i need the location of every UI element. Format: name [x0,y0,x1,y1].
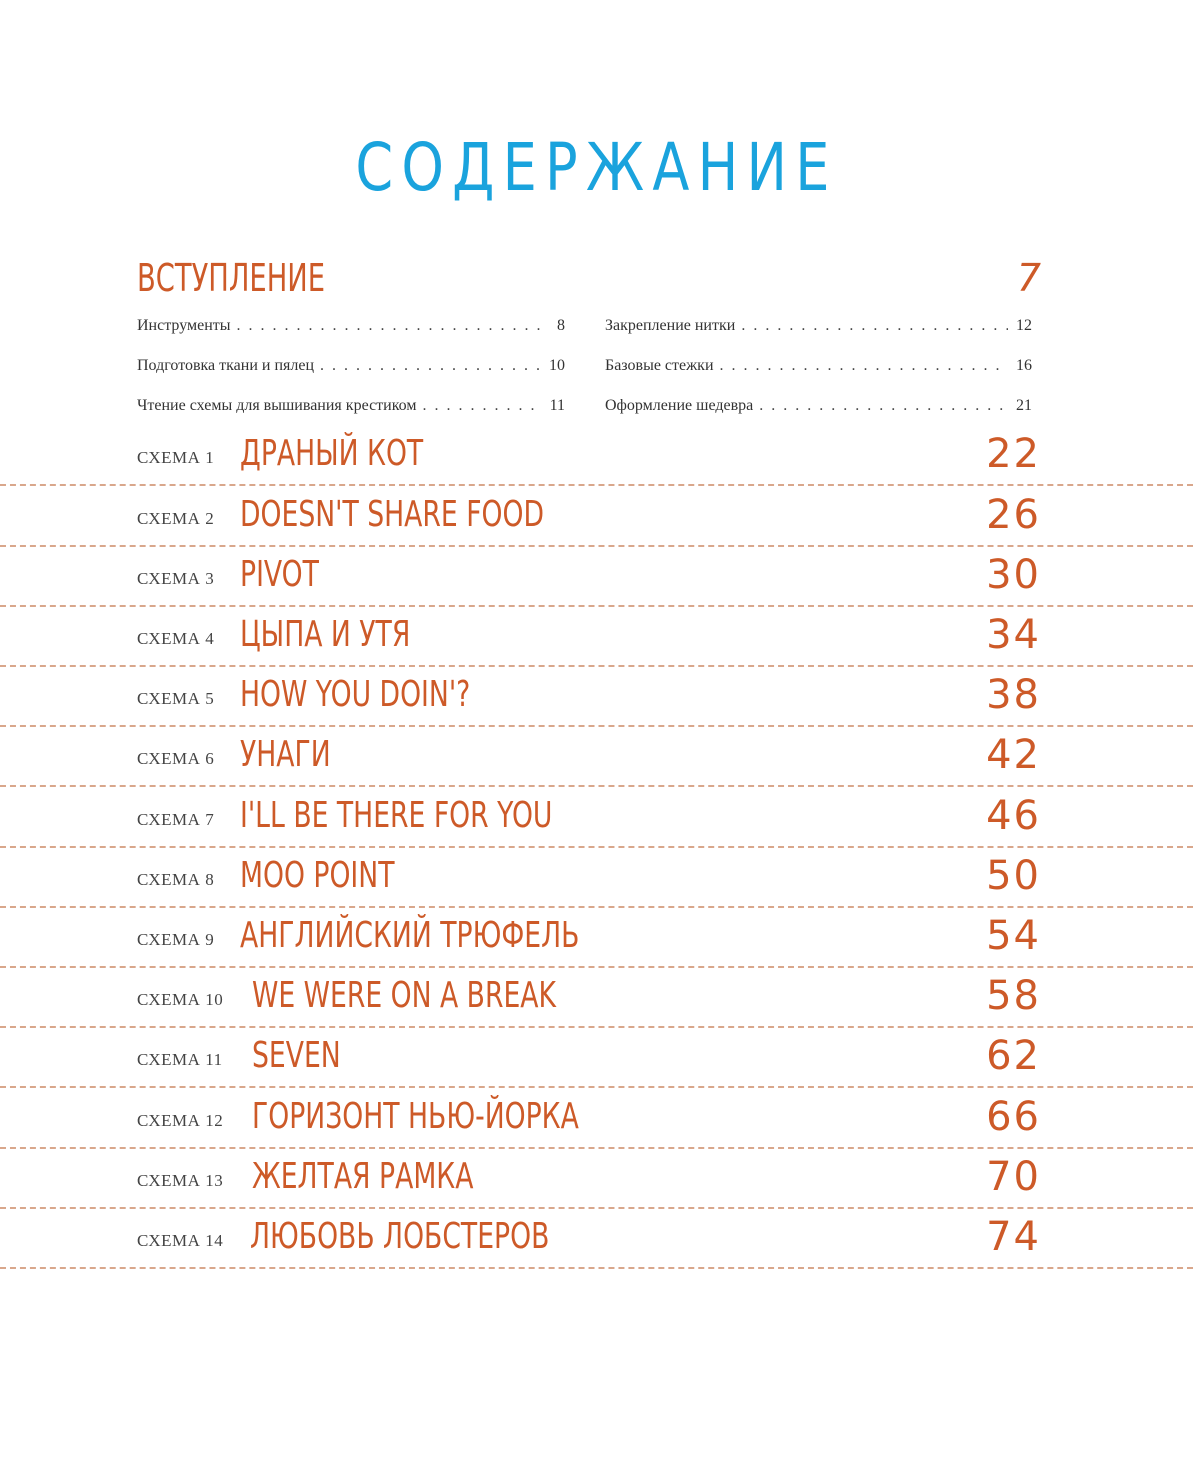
scheme-page-number: 26 [986,492,1041,538]
scheme-page-number: 58 [986,973,1041,1019]
scheme-title[interactable]: ДРАНЫЙ КОТ [240,433,424,474]
scheme-page-number: 42 [986,732,1041,778]
scheme-label: СХЕМА 2 [137,509,215,528]
scheme-title[interactable]: УНАГИ [240,734,331,775]
scheme-page-number: 38 [986,672,1041,718]
scheme-row[interactable] [0,547,1193,607]
scheme-row[interactable] [0,968,1193,1028]
leader-dots [759,396,1008,416]
scheme-label: СХЕМА 8 [137,870,215,889]
scheme-title[interactable]: ЦЫПА И УТЯ [240,614,411,655]
toc-subitem-label: Закрепление нитки [605,317,736,334]
scheme-label: СХЕМА 3 [137,569,215,588]
scheme-page-number: 30 [986,552,1041,598]
scheme-title[interactable]: SEVEN [252,1035,341,1076]
scheme-row[interactable] [0,667,1193,727]
scheme-label: СХЕМА 7 [137,810,215,829]
leader-dots [720,356,1008,376]
toc-subitem[interactable] [605,356,1032,376]
scheme-label: СХЕМА 6 [137,749,215,768]
toc-subitem[interactable] [137,316,565,336]
toc-subitem[interactable] [605,396,1032,416]
scheme-title[interactable]: ГОРИЗОНТ НЬЮ-ЙОРКА [252,1096,579,1137]
scheme-label: СХЕМА 1 [137,448,215,467]
dashed-divider [0,1086,1193,1088]
toc-subitem-label: Базовые стежки [605,357,714,374]
scheme-title[interactable]: АНГЛИЙСКИЙ ТРЮФЕЛЬ [240,915,580,956]
toc-subitem-page: 12 [1016,317,1032,334]
scheme-title[interactable]: ЛЮБОВЬ ЛОБСТЕРОВ [250,1216,550,1257]
scheme-row[interactable] [0,908,1193,968]
scheme-row[interactable] [0,1028,1193,1088]
dashed-divider [0,785,1193,787]
scheme-page-number: 62 [986,1033,1041,1079]
scheme-page-number: 54 [986,913,1041,959]
scheme-label: СХЕМА 10 [137,990,224,1009]
scheme-row[interactable] [0,788,1193,848]
leader-dots [423,396,542,416]
scheme-title[interactable]: PIVOT [240,554,319,595]
toc-subitem[interactable] [137,356,565,376]
toc-subitem-page: 10 [549,357,565,374]
leader-dots [237,316,541,336]
toc-subitem-label: Чтение схемы для вышивания крестиком [137,397,417,414]
leader-dots [320,356,541,376]
scheme-title[interactable]: DOESN'T SHARE FOOD [240,494,544,535]
toc-subitem-page: 21 [1016,397,1032,414]
scheme-page-number: 74 [986,1214,1041,1260]
page-title: СОДЕРЖАНИЕ [355,129,838,206]
scheme-label: СХЕМА 11 [137,1050,223,1069]
scheme-label: СХЕМА 4 [137,629,215,648]
scheme-label: СХЕМА 14 [137,1231,224,1250]
toc-subitem-label: Инструменты [137,317,231,334]
dashed-divider [0,484,1193,486]
toc-subitem[interactable] [137,396,565,416]
toc-subitem-label: Подготовка ткани и пялец [137,357,315,374]
scheme-page-number: 70 [986,1154,1041,1200]
scheme-row[interactable] [0,1149,1193,1209]
scheme-label: СХЕМА 13 [137,1171,224,1190]
scheme-page-number: 46 [986,793,1041,839]
toc-subitem-page: 16 [1016,357,1032,374]
dashed-divider [0,1267,1193,1269]
toc-subitem[interactable] [605,316,1032,336]
scheme-page-number: 22 [986,431,1041,477]
scheme-row[interactable] [0,727,1193,787]
scheme-row[interactable] [0,487,1193,547]
scheme-page-number: 34 [986,612,1041,658]
scheme-title[interactable]: I'LL BE THERE FOR YOU [240,795,553,836]
scheme-label: СХЕМА 9 [137,930,215,949]
intro-heading[interactable]: ВСТУПЛЕНИЕ [137,256,326,300]
scheme-label: СХЕМА 12 [137,1111,224,1130]
scheme-row[interactable] [0,1209,1193,1269]
toc-subitem-page: 8 [557,317,565,334]
scheme-row[interactable] [0,848,1193,908]
scheme-title[interactable]: MOO POINT [240,855,395,896]
scheme-row[interactable] [0,607,1193,667]
leader-dots [741,316,1008,336]
scheme-row[interactable] [0,1089,1193,1149]
toc-subitem-page: 11 [549,397,565,414]
scheme-row[interactable] [0,426,1193,486]
scheme-title[interactable]: HOW YOU DOIN'? [240,674,471,715]
scheme-page-number: 50 [986,853,1041,899]
scheme-label: СХЕМА 5 [137,689,215,708]
scheme-title[interactable]: WE WERE ON A BREAK [252,975,557,1016]
toc-subitem-label: Оформление шедевра [605,397,754,414]
intro-page-number: 7 [1016,256,1041,300]
scheme-page-number: 66 [986,1094,1041,1140]
scheme-title[interactable]: ЖЕЛТАЯ РАМКА [252,1156,474,1197]
